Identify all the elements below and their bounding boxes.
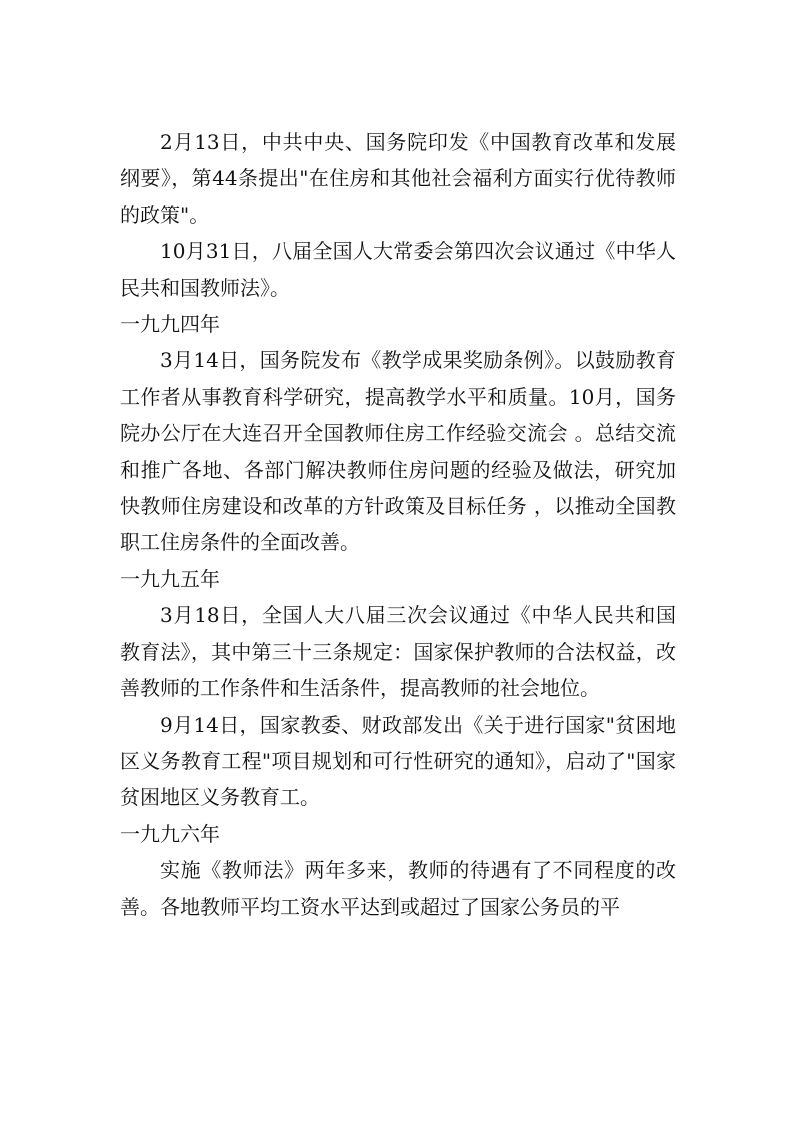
paragraph-1996-teachers-pay: 实施《教师法》两年多来，教师的待遇有了不同程度的改善。各地教师平均工资水平达到或超过了国家公务员的平: [120, 858, 676, 919]
paragraph-1995-education-law: 3月18日，全国人大八届三次会议通过《中华人民共和国教育法》，其中第三十三条规定：国家保护教师的合法权益，改善教师的工作条件和生活条件，提高教师的社会地位。: [120, 603, 676, 701]
paragraph-1994-teaching-awards: 3月14日，国务院发布《教学成果奖励条例》。以鼓励教育工作者从事教育科学研究，提高教学水平和质量。10月，国务院办公厅在大连召开全国教师住房工作经验交流会 。总结交流和推广各地、各部门解决教师住房问题的经验及做法，研究加快教师住房建设和改革的方针政策及目标任务 ，以推动全国教职工住房条件的全面改善。: [120, 348, 676, 555]
year-heading-1996: 一九九六年: [120, 821, 220, 846]
document-body: [120, 124, 676, 925]
year-heading-1994: 一九九四年: [120, 312, 220, 337]
paragraph-1993-outline: 2月13日，中共中央、国务院印发《中国教育改革和发展纲要》，第44条提出"在住房和其他社会福利方面实行优待教师的政策"。: [120, 130, 676, 227]
paragraph-1995-poverty-education: 9月14日，国家教委、财政部发出《关于进行国家"贫困地区义务教育工程"项目规划和可行性研究的通知》，启动了"国家贫困地区义务教育工。: [120, 712, 676, 810]
paragraph-teachers-law: 10月31日，八届全国人大常委会第四次会议通过《中华人民共和国教师法》。: [120, 239, 676, 300]
year-heading-1995: 一九九五年: [120, 566, 220, 591]
